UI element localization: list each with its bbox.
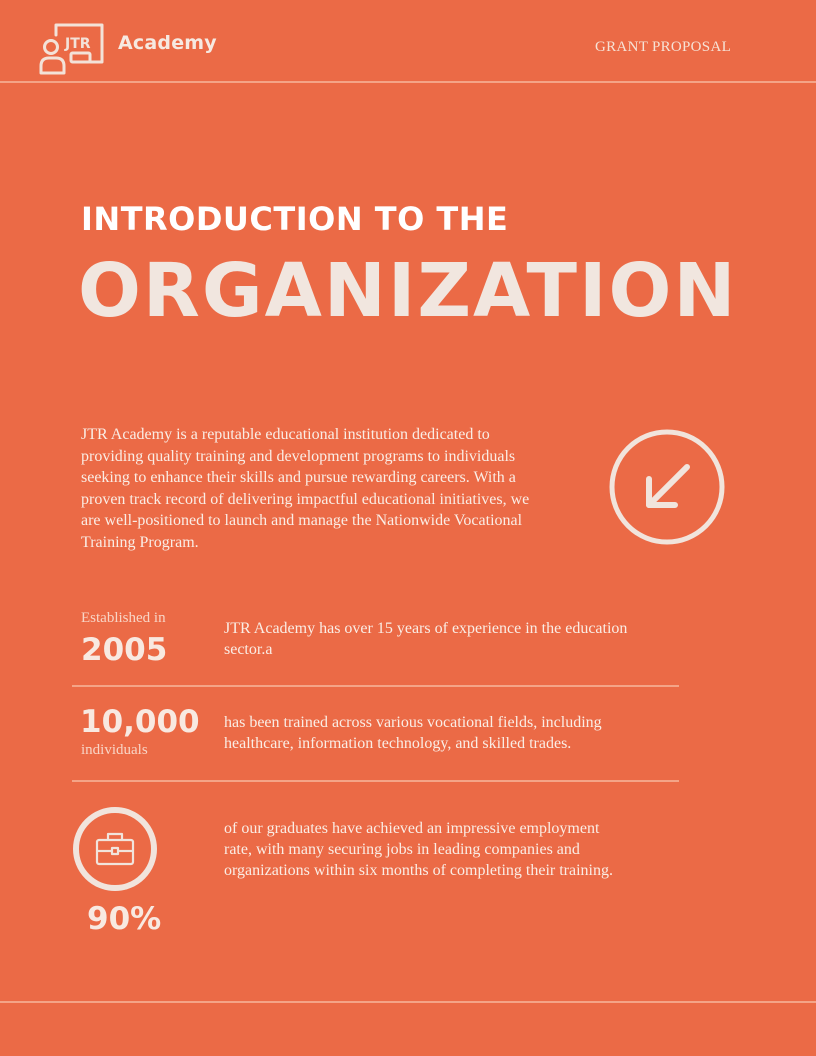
page-title-line2: ORGANIZATION: [78, 248, 738, 334]
employment-description: of our graduates have achieved an impressive employment rate, with many securing jobs in leading companies and organizations within six months of completing their training.: [224, 820, 613, 879]
footer-divider: [0, 1001, 816, 1003]
established-year: 2005: [81, 632, 168, 668]
experience-description: JTR Academy has over 15 years of experience in the education sector.a: [224, 620, 628, 658]
document-type-label: GRANT PROPOSAL: [595, 39, 732, 55]
logo-icon: [38, 22, 106, 76]
established-label: Established in: [81, 610, 166, 626]
row-divider: [72, 685, 679, 687]
trained-count: 10,000: [80, 704, 200, 740]
intro-paragraph: JTR Academy is a reputable educational institution dedicated to providing quality training and development programs to individuals seeking to enhance their skills and pursue rewarding careers. With a proven track record of delivering impactful educational initiatives, we are well-positioned to launch and manage the Nationwide Vocational Training Program.: [81, 426, 530, 551]
brand-name: Academy: [118, 32, 217, 54]
arrow-down-left-circle-icon: [607, 427, 727, 547]
trained-count-label: individuals: [81, 742, 148, 758]
briefcase-icon: [72, 806, 158, 892]
header-divider: [0, 81, 816, 83]
page-title-line1: INTRODUCTION TO THE: [81, 200, 509, 238]
row-divider: [72, 780, 679, 782]
employment-rate: 90%: [87, 901, 162, 937]
trained-description: has been trained across various vocational fields, including healthcare, information technology, and skilled trades.: [224, 714, 602, 752]
svg-text:JTR: JTR: [65, 36, 91, 52]
